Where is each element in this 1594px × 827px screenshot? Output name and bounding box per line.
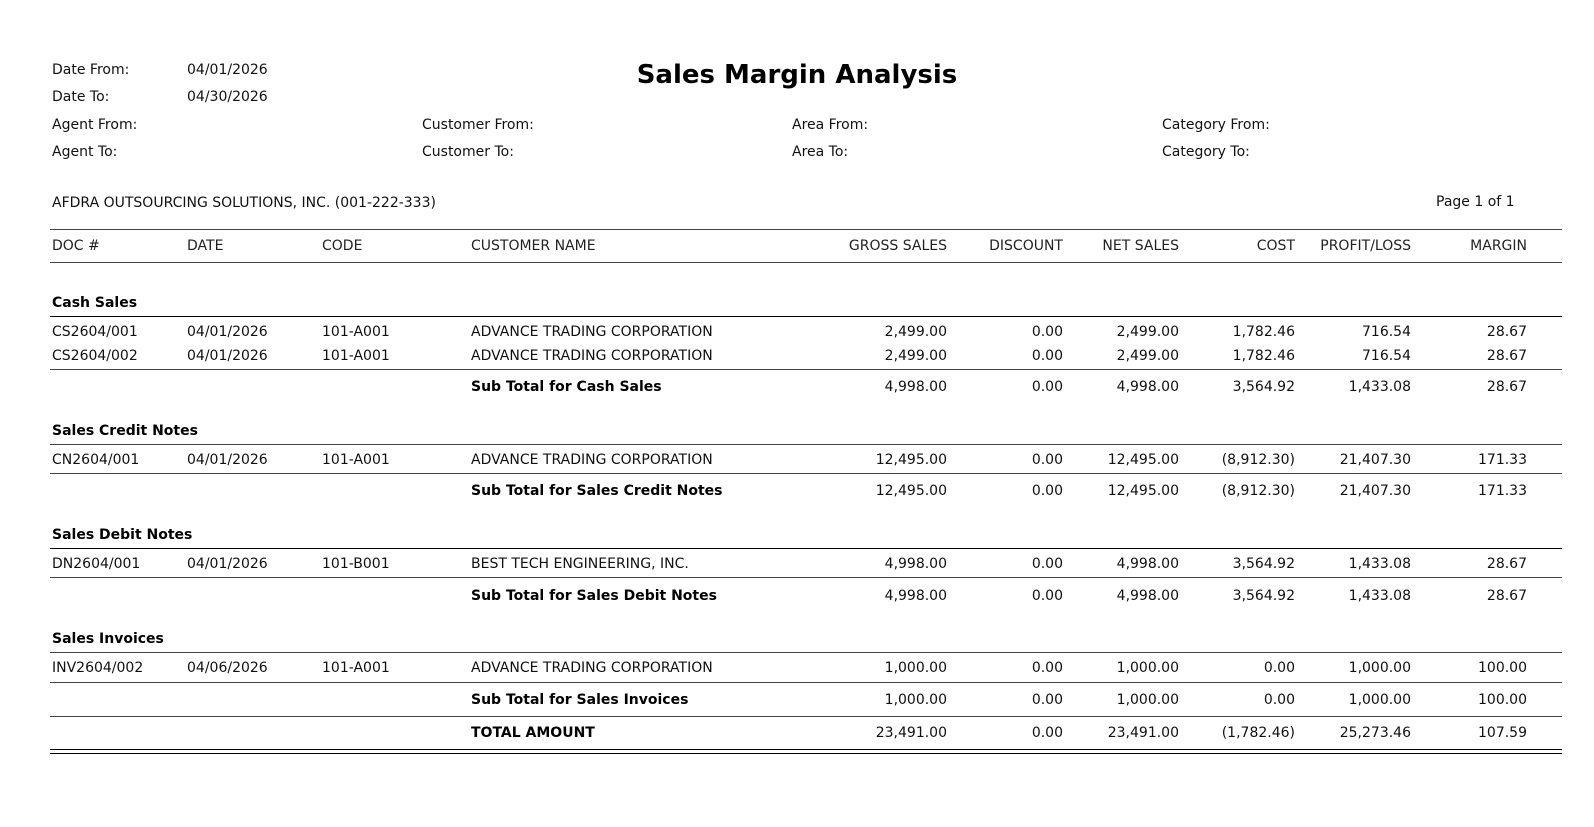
page-indicator: Page 1 of 1 (1436, 194, 1515, 210)
subtotal-rule (50, 473, 1562, 474)
report-title: Sales Margin Analysis (636, 60, 958, 90)
subtotal-net-sales: 1,000.00 (1116, 692, 1179, 708)
agent-to-label: Agent To: (52, 144, 118, 160)
doc-number: INV2604/002 (52, 660, 144, 676)
customer-name: BEST TECH ENGINEERING, INC. (471, 556, 689, 572)
section-title-sales-debit-notes: Sales Debit Notes (52, 527, 193, 543)
discount: 0.00 (1031, 324, 1063, 340)
profit-loss: 716.54 (1362, 348, 1411, 364)
subtotal-rule (50, 682, 1562, 683)
subtotal-discount: 0.00 (1031, 588, 1063, 604)
section-rule (50, 652, 1562, 653)
net-sales: 12,495.00 (1107, 452, 1179, 468)
double-rule-bottom (50, 753, 1562, 754)
subtotal-discount: 0.00 (1031, 379, 1063, 395)
customer-code: 101-A001 (322, 348, 390, 364)
category-from-label: Category From: (1162, 117, 1270, 133)
header-bottom-rule (50, 262, 1562, 263)
section-rule (50, 444, 1562, 445)
total-rule (50, 716, 1562, 717)
customer-from-label: Customer From: (422, 117, 534, 133)
section-rule (50, 316, 1562, 317)
total-label: TOTAL AMOUNT (471, 725, 595, 741)
net-sales: 2,499.00 (1116, 324, 1179, 340)
header-top-rule (50, 229, 1562, 230)
subtotal-rule (50, 369, 1562, 370)
doc-number: CN2604/001 (52, 452, 140, 468)
subtotal-label: Sub Total for Cash Sales (471, 379, 662, 395)
subtotal-label: Sub Total for Sales Invoices (471, 692, 689, 708)
column-header-date: DATE (187, 238, 224, 254)
subtotal-gross-sales: 12,495.00 (875, 483, 947, 499)
gross-sales: 2,499.00 (884, 324, 947, 340)
subtotal-net-sales: 4,998.00 (1116, 588, 1179, 604)
category-to-label: Category To: (1162, 144, 1250, 160)
discount: 0.00 (1031, 660, 1063, 676)
date-to-value: 04/30/2026 (187, 89, 268, 105)
date-to-label: Date To: (52, 89, 110, 105)
margin: 28.67 (1486, 556, 1527, 572)
column-header-cost: COST (1256, 238, 1295, 254)
subtotal-profit-loss: 21,407.30 (1339, 483, 1411, 499)
doc-number: CS2604/001 (52, 324, 138, 340)
customer-name: ADVANCE TRADING CORPORATION (471, 452, 713, 468)
net-sales: 4,998.00 (1116, 556, 1179, 572)
column-header-profit-loss: PROFIT/LOSS (1320, 238, 1411, 254)
customer-name: ADVANCE TRADING CORPORATION (471, 348, 713, 364)
subtotal-discount: 0.00 (1031, 483, 1063, 499)
customer-name: ADVANCE TRADING CORPORATION (471, 324, 713, 340)
margin: 28.67 (1486, 348, 1527, 364)
section-title-sales-credit-notes: Sales Credit Notes (52, 423, 198, 439)
subtotal-profit-loss: 1,000.00 (1348, 692, 1411, 708)
subtotal-gross-sales: 1,000.00 (884, 692, 947, 708)
cost: 1,782.46 (1232, 348, 1295, 364)
cost: (8,912.30) (1221, 452, 1295, 468)
gross-sales: 2,499.00 (884, 348, 947, 364)
subtotal-margin: 171.33 (1478, 483, 1527, 499)
net-sales: 1,000.00 (1116, 660, 1179, 676)
subtotal-margin: 28.67 (1486, 379, 1527, 395)
subtotal-gross-sales: 4,998.00 (884, 588, 947, 604)
company-name: AFDRA OUTSOURCING SOLUTIONS, INC. (001-222-333) (52, 195, 436, 211)
cost: 3,564.92 (1232, 556, 1295, 572)
doc-number: CS2604/002 (52, 348, 138, 364)
subtotal-cost: (8,912.30) (1221, 483, 1295, 499)
subtotal-cost: 0.00 (1263, 692, 1295, 708)
column-header-net-sales: NET SALES (1102, 238, 1179, 254)
gross-sales: 12,495.00 (875, 452, 947, 468)
column-header-gross-sales: GROSS SALES (848, 238, 947, 254)
doc-date: 04/01/2026 (187, 452, 268, 468)
column-header-doc: DOC # (52, 238, 100, 254)
doc-date: 04/01/2026 (187, 348, 268, 364)
subtotal-gross-sales: 4,998.00 (884, 379, 947, 395)
profit-loss: 1,433.08 (1348, 556, 1411, 572)
section-rule (50, 548, 1562, 549)
cost: 0.00 (1263, 660, 1295, 676)
date-from-value: 04/01/2026 (187, 62, 268, 78)
doc-date: 04/06/2026 (187, 660, 268, 676)
double-rule-top (50, 749, 1562, 750)
area-from-label: Area From: (792, 117, 869, 133)
customer-name: ADVANCE TRADING CORPORATION (471, 660, 713, 676)
profit-loss: 21,407.30 (1339, 452, 1411, 468)
subtotal-label: Sub Total for Sales Credit Notes (471, 483, 723, 499)
section-title-sales-invoices: Sales Invoices (52, 631, 164, 647)
column-header-code: CODE (322, 238, 363, 254)
column-header-discount: DISCOUNT (989, 238, 1063, 254)
column-header-customer-name: CUSTOMER NAME (471, 238, 596, 254)
profit-loss: 1,000.00 (1348, 660, 1411, 676)
customer-to-label: Customer To: (422, 144, 514, 160)
net-sales: 2,499.00 (1116, 348, 1179, 364)
customer-code: 101-A001 (322, 324, 390, 340)
subtotal-net-sales: 4,998.00 (1116, 379, 1179, 395)
subtotal-cost: 3,564.92 (1232, 588, 1295, 604)
customer-code: 101-A001 (322, 452, 390, 468)
subtotal-margin: 28.67 (1486, 588, 1527, 604)
subtotal-profit-loss: 1,433.08 (1348, 588, 1411, 604)
discount: 0.00 (1031, 452, 1063, 468)
margin: 171.33 (1478, 452, 1527, 468)
gross-sales: 1,000.00 (884, 660, 947, 676)
total-discount: 0.00 (1031, 725, 1063, 741)
total-net-sales: 23,491.00 (1107, 725, 1179, 741)
subtotal-cost: 3,564.92 (1232, 379, 1295, 395)
doc-date: 04/01/2026 (187, 324, 268, 340)
doc-date: 04/01/2026 (187, 556, 268, 572)
gross-sales: 4,998.00 (884, 556, 947, 572)
customer-code: 101-B001 (322, 556, 390, 572)
subtotal-rule (50, 577, 1562, 578)
total-cost: (1,782.46) (1221, 725, 1295, 741)
subtotal-net-sales: 12,495.00 (1107, 483, 1179, 499)
discount: 0.00 (1031, 556, 1063, 572)
total-margin: 107.59 (1478, 725, 1527, 741)
doc-number: DN2604/001 (52, 556, 141, 572)
section-title-cash-sales: Cash Sales (52, 295, 138, 311)
area-to-label: Area To: (792, 144, 849, 160)
column-header-margin: MARGIN (1470, 238, 1527, 254)
cost: 1,782.46 (1232, 324, 1295, 340)
margin: 28.67 (1486, 324, 1527, 340)
total-gross-sales: 23,491.00 (875, 725, 947, 741)
margin: 100.00 (1478, 660, 1527, 676)
customer-code: 101-A001 (322, 660, 390, 676)
subtotal-label: Sub Total for Sales Debit Notes (471, 588, 717, 604)
subtotal-margin: 100.00 (1478, 692, 1527, 708)
discount: 0.00 (1031, 348, 1063, 364)
date-from-label: Date From: (52, 62, 130, 78)
profit-loss: 716.54 (1362, 324, 1411, 340)
subtotal-profit-loss: 1,433.08 (1348, 379, 1411, 395)
subtotal-discount: 0.00 (1031, 692, 1063, 708)
agent-from-label: Agent From: (52, 117, 138, 133)
total-profit-loss: 25,273.46 (1339, 725, 1411, 741)
